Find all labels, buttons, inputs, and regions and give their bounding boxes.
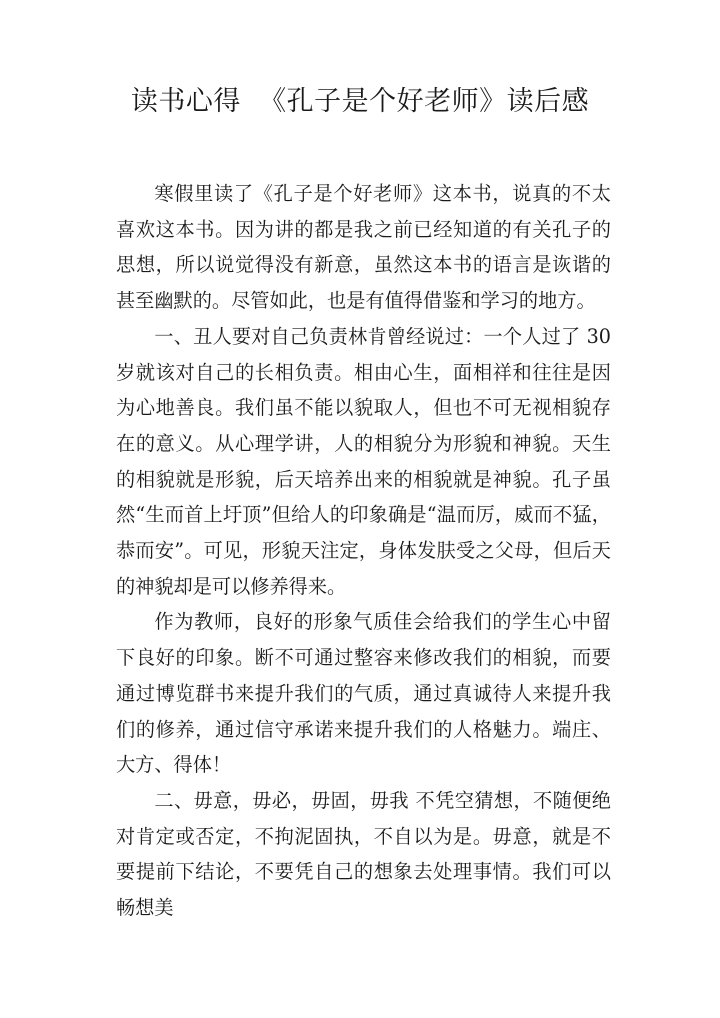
paragraph-intro: 寒假里读了《孔子是个好老师》这本书，说真的不太喜欢这本书。因为讲的都是我之前已经知道的有关孔子的思想，所以说觉得没有新意，虽然这本书的语言是诙谐的甚至幽默的。尽管如此，也是有值得借鉴和学习的地方。 <box>116 182 611 313</box>
document-title: 读书心得 《孔子是个好老师》读后感 <box>130 86 590 117</box>
paragraph-teacher-image: 作为教师，良好的形象气质佳会给我们的学生心中留下良好的印象。断不可通过整容来修改我们的相貌，而要通过博览群书来提升我们的气质，通过真诚待人来提升我们的修养，通过信守承诺来提升我们的人格魅力。端庄、大方、得体！ <box>116 610 611 777</box>
document-body <box>116 176 611 926</box>
paragraph-appearance: 一、丑人要对自己负责林肯曾经说过：一个人过了 30 岁就该对自己的长相负责。相由心生，面相祥和往往是因为心地善良。我们虽不能以貌取人，但也不可无视相貌存在的意义。从心理学讲，人的相貌分为形貌和神貌。天生的相貌就是形貌，后天培养出来的相貌就是神貌。孔子虽然“生而首上圩顶”但给人的印象确是“温而厉，威而不猛，恭而安”。可见，形貌天注定，身体发肤受之父母，但后天的神貌却是可以修养得来。 <box>116 324 611 598</box>
paragraph-four-nots: 二、毋意，毋必，毋固，毋我 不凭空猜想，不随便绝对肯定或否定，不拘泥固执，不自以为是。毋意，就是不要提前下结论，不要凭自己的想象去处理事情。我们可以畅想美 <box>116 788 611 920</box>
